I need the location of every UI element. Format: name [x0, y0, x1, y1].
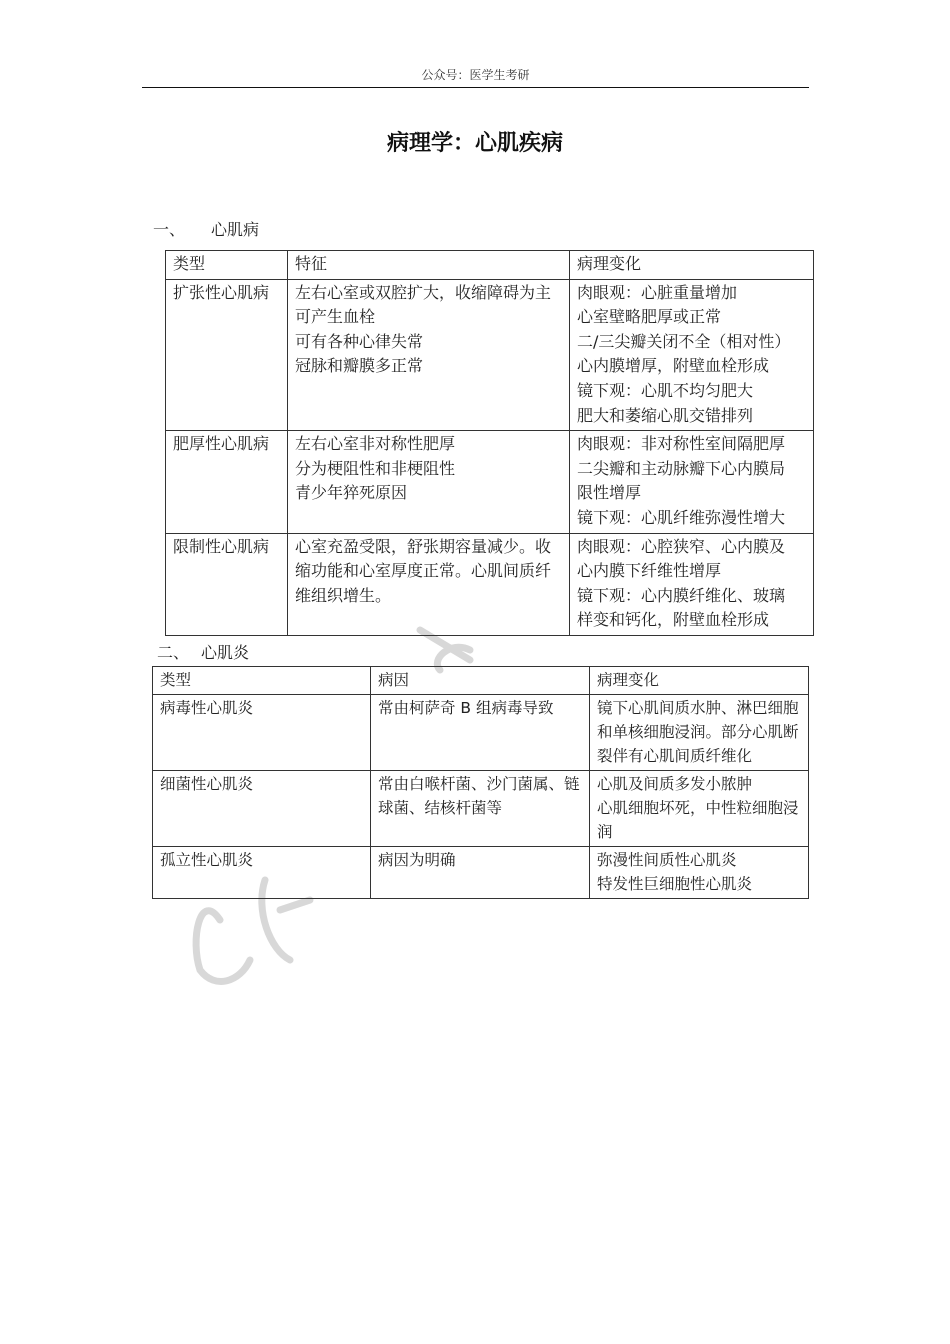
column-header-features: 特征 — [288, 251, 570, 280]
column-header-type: 类型 — [153, 667, 371, 695]
pathology-cell — [590, 695, 809, 771]
cell-line: 镜下心肌间质水肿、淋巴细胞 — [597, 699, 799, 717]
section-heading-myocarditis — [157, 640, 249, 663]
cell-line: 二尖瓣和主动脉瓣下心内膜局 — [577, 458, 786, 478]
cell-line: 左右心室非对称性肥厚 — [295, 434, 456, 454]
table-row — [153, 771, 809, 847]
type-cell: 孤立性心肌炎 — [153, 847, 371, 899]
column-header-pathology: 病理变化 — [570, 251, 814, 280]
cell-line: 特发性巨细胞性心肌炎 — [597, 875, 753, 893]
type-cell: 细菌性心肌炎 — [153, 771, 371, 847]
cause-cell — [371, 695, 590, 771]
cell-line: 心内膜增厚，附壁血栓形成 — [577, 356, 770, 376]
cell-line: 球菌、结核杆菌等 — [378, 799, 503, 817]
cell-line: 常由柯萨奇 B 组病毒导致 — [378, 699, 554, 717]
section-number: 二、 — [157, 643, 190, 662]
section-title: 心肌病 — [211, 220, 260, 239]
cell-line: 心肌细胞坏死，中性粒细胞浸 — [597, 799, 799, 817]
pathology-cell — [570, 279, 814, 431]
features-cell — [288, 533, 570, 635]
table-row — [166, 279, 814, 431]
cell-line: 裂伴有心肌间质纤维化 — [597, 747, 753, 765]
cell-line: 缩功能和心室厚度正常。心肌间质纤 — [295, 561, 552, 581]
table-row — [153, 695, 809, 771]
table-row — [153, 847, 809, 899]
pathology-cell — [570, 431, 814, 533]
type-cell: 肥厚性心肌病 — [166, 431, 288, 533]
cell-line: 青少年猝死原因 — [295, 483, 408, 503]
features-cell — [288, 279, 570, 431]
section-title: 心肌炎 — [201, 643, 250, 662]
pathology-cell — [590, 847, 809, 899]
table-row — [166, 533, 814, 635]
cause-cell — [371, 771, 590, 847]
table-header-row — [166, 251, 814, 280]
header-rule — [142, 87, 809, 88]
myocarditis-table — [152, 666, 809, 899]
cell-line: 心内膜下纤维性增厚 — [577, 561, 722, 581]
cell-line: 二/三尖瓣关闭不全（相对性） — [577, 331, 791, 351]
cell-line: 镜下观：心肌不均匀肥大 — [577, 380, 754, 400]
cell-line: 和单核细胞浸润。部分心肌断 — [597, 723, 799, 741]
cell-line: 心肌及间质多发小脓肿 — [597, 775, 753, 793]
cell-line: 限性增厚 — [577, 483, 642, 503]
cell-line: 样变和钙化，附壁血栓形成 — [577, 610, 770, 630]
cause-cell — [371, 847, 590, 899]
section-number: 一、 — [153, 220, 186, 239]
pathology-cell — [590, 771, 809, 847]
cell-line: 肥大和萎缩心肌交错排列 — [577, 405, 754, 425]
cardiomyopathy-table — [165, 250, 814, 636]
features-cell — [288, 431, 570, 533]
cell-line: 心室壁略肥厚或正常 — [577, 307, 722, 327]
cell-line: 镜下观：心肌纤维弥漫性增大 — [577, 507, 786, 527]
cell-line: 肉眼观：心脏重量增加 — [577, 282, 738, 302]
pathology-cell — [570, 533, 814, 635]
cell-line: 肉眼观：心腔狭窄、心内膜及 — [577, 536, 786, 556]
cell-line: 可有各种心律失常 — [295, 331, 424, 351]
cell-line: 左右心室或双腔扩大，收缩障碍为主 — [295, 282, 552, 302]
section-heading-cardiomyopathy — [153, 217, 259, 240]
cell-line: 维组织增生。 — [295, 585, 392, 605]
cell-line: 润 — [597, 823, 613, 841]
column-header-pathology: 病理变化 — [590, 667, 809, 695]
type-cell: 限制性心肌病 — [166, 533, 288, 635]
type-cell: 扩张性心肌病 — [166, 279, 288, 431]
column-header-type: 类型 — [166, 251, 288, 280]
cell-line: 病因为明确 — [378, 851, 456, 869]
cell-line: 弥漫性间质性心肌炎 — [597, 851, 737, 869]
document-title: 病理学：心肌疾病 — [386, 130, 563, 156]
cell-line: 肉眼观：非对称性室间隔肥厚 — [577, 434, 786, 454]
page-header: 公众号：医学生考研 — [421, 68, 530, 82]
table-header-row — [153, 667, 809, 695]
cell-line: 心室充盈受限，舒张期容量减少。收 — [295, 536, 552, 556]
cell-line: 分为梗阻性和非梗阻性 — [295, 458, 456, 478]
cell-line: 可产生血栓 — [295, 307, 376, 327]
column-header-cause: 病因 — [371, 667, 590, 695]
cell-line: 常由白喉杆菌、沙门菌属、链 — [378, 775, 580, 793]
table-row — [166, 431, 814, 533]
cell-line: 镜下观：心内膜纤维化、玻璃 — [577, 585, 786, 605]
type-cell: 病毒性心肌炎 — [153, 695, 371, 771]
cell-line: 冠脉和瓣膜多正常 — [295, 356, 424, 376]
